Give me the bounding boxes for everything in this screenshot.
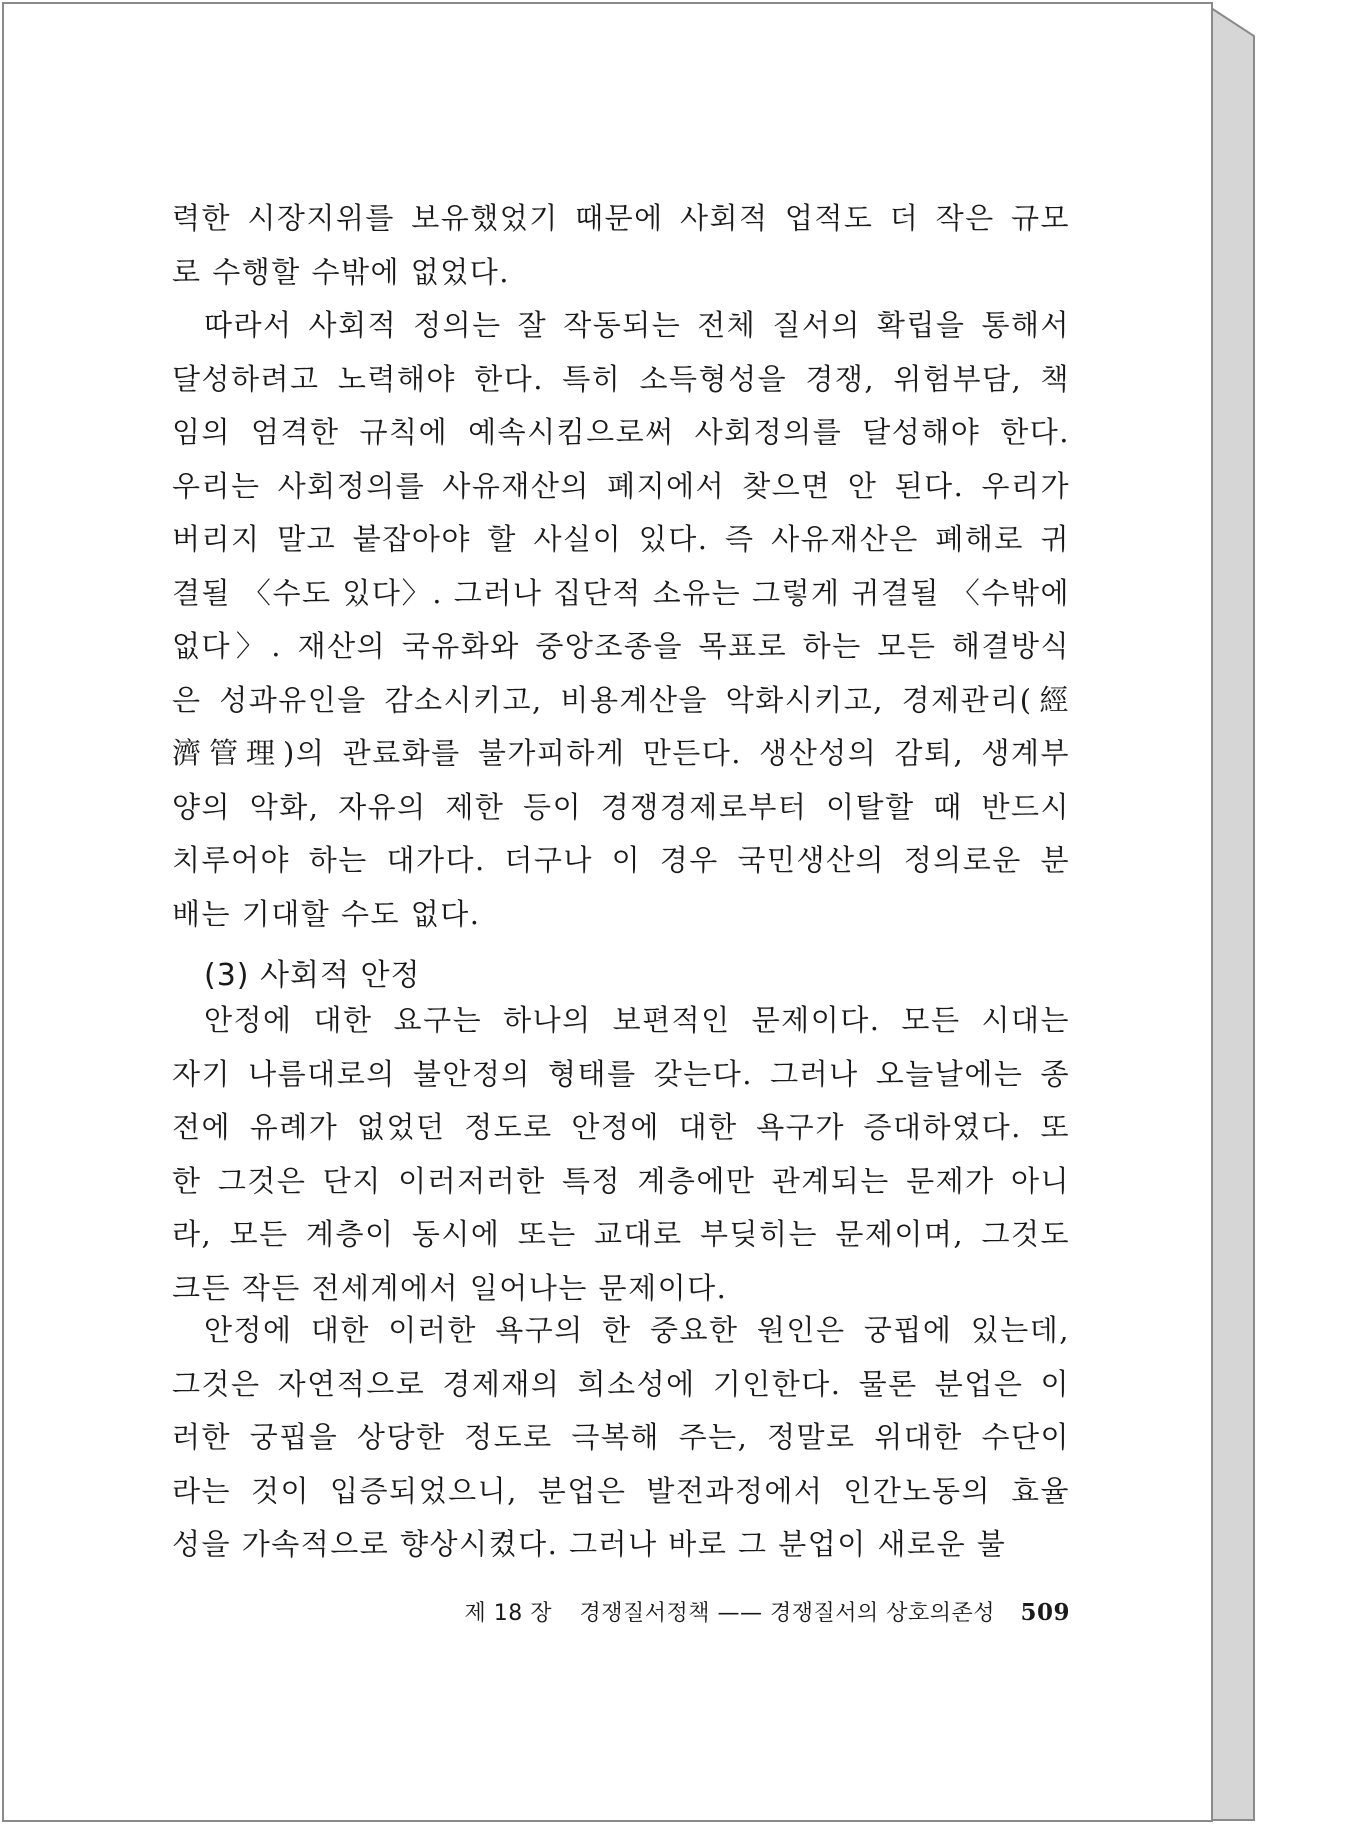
footer-chapter: 제 18 장: [464, 1601, 552, 1626]
paragraph-4: [172, 1304, 1070, 1572]
text-line: 달성하려고 노력해야 한다. 특히 소득형성을 경쟁, 위험부담, 책: [172, 361, 1070, 396]
text-line: 한 그것은 단지 이러저러한 특정 계층에만 관계되는 문제가 아니: [172, 1163, 1070, 1198]
book-page: [2, 2, 1213, 1822]
text-line: 양의 악화, 자유의 제한 등이 경쟁경제로부터 이탈할 때 반드시: [172, 789, 1070, 824]
text-line: 력한 시장지위를 보유했었기 때문에 사회적 업적도 더 작은 규모: [172, 201, 1070, 235]
text-line: 안정에 대한 이러한 욕구의 한 중요한 원인은 궁핍에 있는데,: [204, 1313, 1070, 1347]
text-line: 그것은 자연적으로 경제재의 희소성에 기인한다. 물론 분업은 이: [172, 1366, 1070, 1401]
text-line: 버리지 말고 붙잡아야 할 사실이 있다. 즉 사유재산은 폐해로 귀: [172, 522, 1070, 556]
text-line: 결될 〈수도 있다〉. 그러나 집단적 소유는 그렇게 귀결될 〈수밖에: [172, 575, 1070, 610]
text-line: 배는 기대할 수도 없다.: [172, 896, 481, 931]
paragraph-3: [172, 994, 1070, 1315]
paragraph-2: [172, 299, 1070, 941]
text-line: 임의 엄격한 규칙에 예속시킴으로써 사회정의를 달성해야 한다.: [172, 415, 1070, 449]
page-stack-edge: [1208, 2, 1368, 1824]
paragraph-1: [172, 192, 1070, 299]
text-line: 안정에 대한 요구는 하나의 보편적인 문제이다. 모든 시대는: [204, 1003, 1070, 1037]
page-number: 509: [1020, 1599, 1070, 1626]
text-line: 없다〉. 재산의 국유화와 중앙조종을 목표로 하는 모든 해결방식: [172, 629, 1070, 663]
page-footer: [172, 1596, 1070, 1627]
text-line: 크든 작든 전세계에서 일어나는 문제이다.: [172, 1270, 728, 1305]
text-line: 은 성과유인을 감소시키고, 비용계산을 악화시키고, 경제관리(經: [172, 682, 1070, 717]
text-line: 따라서 사회적 정의는 잘 작동되는 전체 질서의 확립을 통해서: [204, 308, 1070, 342]
text-line: 濟管理)의 관료화를 불가피하게 만든다. 생산성의 감퇴, 생계부: [172, 736, 1070, 770]
text-line: 로 수행할 수밖에 없었다.: [172, 254, 511, 289]
text-line: 전에 유례가 없었던 정도로 안정에 대한 욕구가 증대하였다. 또: [172, 1110, 1070, 1144]
text-line: 우리는 사회정의를 사유재산의 폐지에서 찾으면 안 된다. 우리가: [172, 468, 1070, 503]
section-heading: (3) 사회적 안정: [204, 958, 421, 993]
text-line: 치루어야 하는 대가다. 더구나 이 경우 국민생산의 정의로운 분: [172, 843, 1070, 877]
footer-title: 경쟁질서정책 —— 경쟁질서의 상호의존성: [579, 1601, 995, 1626]
text-line: 러한 궁핍을 상당한 정도로 극복해 주는, 정말로 위대한 수단이: [172, 1420, 1070, 1454]
text-line: 성을 가속적으로 향상시켰다. 그러나 바로 그 분업이 새로운 불: [172, 1527, 1007, 1561]
text-line: 라는 것이 입증되었으니, 분업은 발전과정에서 인간노동의 효율: [172, 1473, 1070, 1508]
text-line: 자기 나름대로의 불안정의 형태를 갖는다. 그러나 오늘날에는 종: [172, 1056, 1070, 1091]
text-line: 라, 모든 계층이 동시에 또는 교대로 부딪히는 문제이며, 그것도: [172, 1217, 1070, 1251]
